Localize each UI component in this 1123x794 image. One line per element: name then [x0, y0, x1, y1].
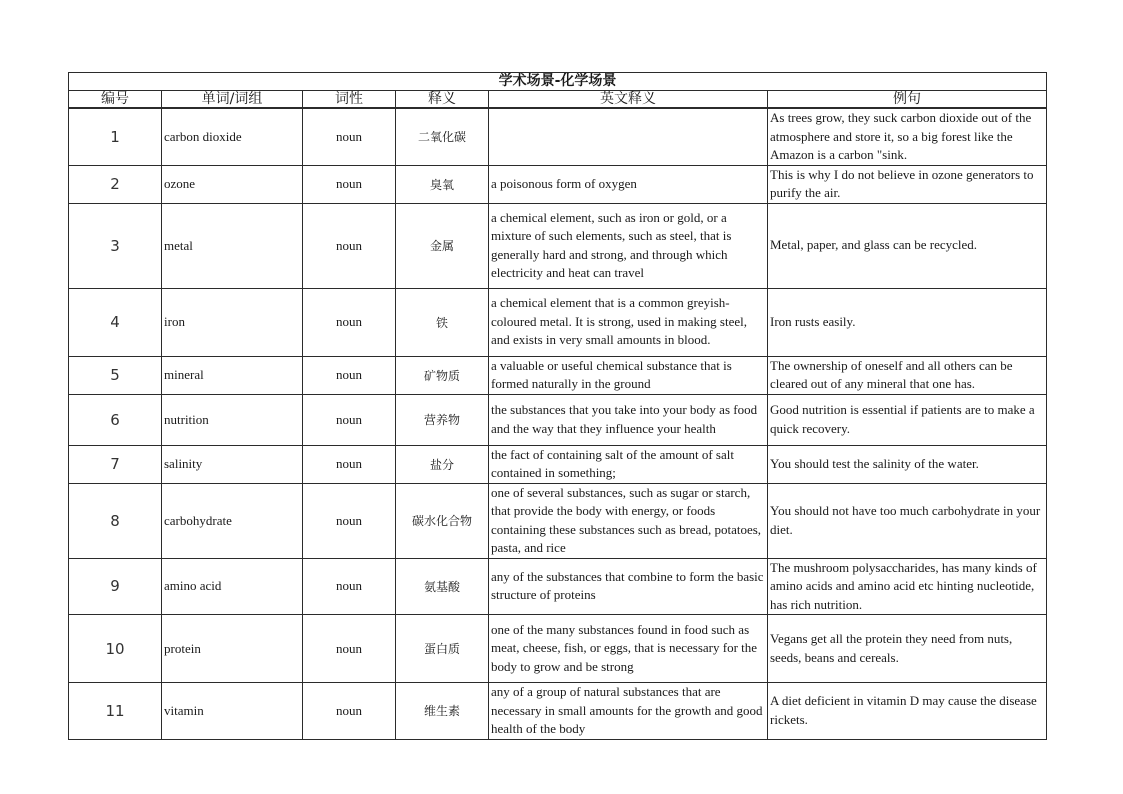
pos-cell: noun — [303, 394, 396, 445]
definition-cell: one of the many substances found in food such as meat, cheese, fish, or eggs, that is necessary for the body to grow and be strong — [489, 615, 768, 683]
word-cell: carbohydrate — [162, 483, 303, 558]
definition-cell — [489, 108, 768, 165]
definition-cell: a chemical element, such as iron or gold, or a mixture of such elements, such as steel, that is generally hard and strong, and through which electricity and heat can travel — [489, 203, 768, 288]
word-cell: metal — [162, 203, 303, 288]
definition-cell: the fact of containing salt of the amount of salt contained in something; — [489, 445, 768, 483]
word-cell: iron — [162, 288, 303, 356]
table-row — [69, 108, 1047, 165]
table-row — [69, 558, 1047, 615]
pos-cell: noun — [303, 483, 396, 558]
table-row — [69, 483, 1047, 558]
example-cell: As trees grow, they suck carbon dioxide out of the atmosphere and store it, so a big forest like the Amazon is a carbon "sink. — [768, 108, 1047, 165]
example-cell: A diet deficient in vitamin D may cause the disease rickets. — [768, 683, 1047, 740]
meaning-cell: 营养物 — [396, 394, 489, 445]
row-number: 10 — [69, 615, 162, 683]
table-row — [69, 203, 1047, 288]
header-meaning: 释义 — [396, 91, 489, 109]
vocabulary-table — [68, 72, 1047, 740]
pos-cell: noun — [303, 108, 396, 165]
row-number: 9 — [69, 558, 162, 615]
example-cell: This is why I do not believe in ozone generators to purify the air. — [768, 165, 1047, 203]
definition-cell: any of a group of natural substances that are necessary in small amounts for the growth and good health of the body — [489, 683, 768, 740]
sheet-title: 学术场景-化学场景 — [69, 73, 1047, 91]
example-cell: Metal, paper, and glass can be recycled. — [768, 203, 1047, 288]
example-cell: Iron rusts easily. — [768, 288, 1047, 356]
definition-cell: the substances that you take into your body as food and the way that they influence your health — [489, 394, 768, 445]
table-row — [69, 683, 1047, 740]
row-number: 4 — [69, 288, 162, 356]
pos-cell: noun — [303, 558, 396, 615]
table-row — [69, 165, 1047, 203]
row-number: 6 — [69, 394, 162, 445]
definition-cell: a valuable or useful chemical substance that is formed naturally in the ground — [489, 356, 768, 394]
meaning-cell: 氨基酸 — [396, 558, 489, 615]
word-cell: nutrition — [162, 394, 303, 445]
header-row — [69, 91, 1047, 109]
row-number: 1 — [69, 108, 162, 165]
row-number: 2 — [69, 165, 162, 203]
word-cell: mineral — [162, 356, 303, 394]
definition-cell: one of several substances, such as sugar or starch, that provide the body with energy, or foods containing these substances such as bread, potatoes, pasta, and rice — [489, 483, 768, 558]
pos-cell: noun — [303, 683, 396, 740]
table-row — [69, 356, 1047, 394]
word-cell: ozone — [162, 165, 303, 203]
word-cell: salinity — [162, 445, 303, 483]
definition-cell: a chemical element that is a common greyish-coloured metal. It is strong, used in making steel, and exists in very small amounts in blood. — [489, 288, 768, 356]
header-word: 单词/词组 — [162, 91, 303, 109]
row-number: 11 — [69, 683, 162, 740]
header-pos: 词性 — [303, 91, 396, 109]
pos-cell: noun — [303, 203, 396, 288]
definition-cell: a poisonous form of oxygen — [489, 165, 768, 203]
example-cell: The mushroom polysaccharides, has many kinds of amino acids and amino acid etc hinting nucleotide, has rich nutrition. — [768, 558, 1047, 615]
word-cell: protein — [162, 615, 303, 683]
meaning-cell: 二氧化碳 — [396, 108, 489, 165]
table-row — [69, 288, 1047, 356]
table-row — [69, 615, 1047, 683]
meaning-cell: 臭氧 — [396, 165, 489, 203]
meaning-cell: 碳水化合物 — [396, 483, 489, 558]
example-cell: You should test the salinity of the water. — [768, 445, 1047, 483]
header-example: 例句 — [768, 91, 1047, 109]
pos-cell: noun — [303, 165, 396, 203]
example-cell: You should not have too much carbohydrate in your diet. — [768, 483, 1047, 558]
definition-cell: any of the substances that combine to form the basic structure of proteins — [489, 558, 768, 615]
word-cell: vitamin — [162, 683, 303, 740]
meaning-cell: 蛋白质 — [396, 615, 489, 683]
meaning-cell: 金属 — [396, 203, 489, 288]
meaning-cell: 矿物质 — [396, 356, 489, 394]
row-number: 5 — [69, 356, 162, 394]
row-number: 8 — [69, 483, 162, 558]
table-row — [69, 445, 1047, 483]
pos-cell: noun — [303, 445, 396, 483]
pos-cell: noun — [303, 615, 396, 683]
meaning-cell: 维生素 — [396, 683, 489, 740]
example-cell: Good nutrition is essential if patients are to make a quick recovery. — [768, 394, 1047, 445]
table-row — [69, 394, 1047, 445]
row-number: 7 — [69, 445, 162, 483]
header-definition: 英文释义 — [489, 91, 768, 109]
header-no: 编号 — [69, 91, 162, 109]
word-cell: amino acid — [162, 558, 303, 615]
meaning-cell: 盐分 — [396, 445, 489, 483]
example-cell: Vegans get all the protein they need from nuts, seeds, beans and cereals. — [768, 615, 1047, 683]
meaning-cell: 铁 — [396, 288, 489, 356]
example-cell: The ownership of oneself and all others can be cleared out of any mineral that one has. — [768, 356, 1047, 394]
pos-cell: noun — [303, 356, 396, 394]
row-number: 3 — [69, 203, 162, 288]
word-cell: carbon dioxide — [162, 108, 303, 165]
pos-cell: noun — [303, 288, 396, 356]
